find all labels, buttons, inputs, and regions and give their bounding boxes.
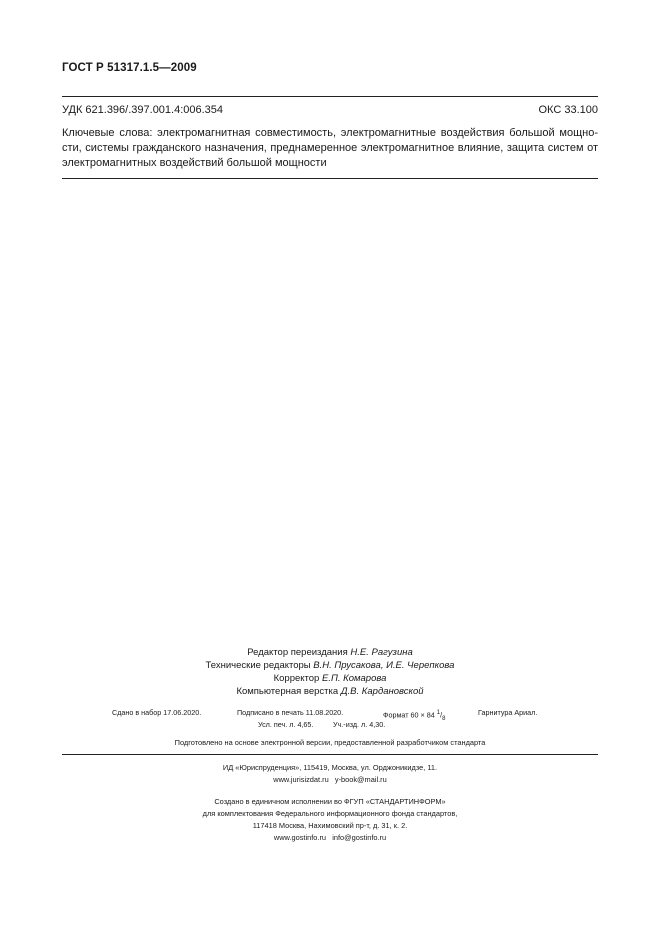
publisher-email[interactable]: y-book@mail.ru (334, 775, 387, 784)
credit-name: Н.Е. Рагузина (350, 647, 413, 658)
credit-role: Корректор (273, 673, 320, 684)
paper-format: Формат 60 × 84 $^1/_8$ (383, 710, 446, 722)
typeface: Гарнитура Ариал. (478, 708, 538, 717)
credit-name: Д.В. Кардановской (340, 686, 424, 697)
top-divider (62, 96, 598, 97)
publisher-block (62, 762, 598, 786)
prepared-note: Подготовлено на основе электронной версии, предоставленной разработчиком стандарта (174, 738, 486, 747)
footer-divider (62, 754, 598, 755)
producer-line: для комплектования Федерального информационного фонда стандартов, (202, 809, 458, 818)
publisher-contacts (62, 774, 598, 786)
credit-name: Е.П. Комарова (321, 673, 387, 684)
credit-role: Технические редакторы (205, 660, 311, 671)
credit-editor (130, 646, 530, 659)
submitted-date: Сдано в набор 17.06.2020. (112, 708, 202, 717)
credit-layout (130, 685, 530, 698)
credit-corrector (130, 672, 530, 685)
print-info (80, 707, 580, 731)
classification-row (62, 104, 598, 116)
producer-email[interactable]: info@gostinfo.ru (332, 833, 387, 842)
publisher-sheets: Уч.-изд. л. 4,30. (333, 720, 386, 729)
publisher-address: ИД «Юриспруденция», 115419, Москва, ул. Орджоникидзе, 11. (222, 763, 438, 772)
producer-address: 117418 Москва, Нахимовский пр-т, д. 31, к. 2. (252, 821, 408, 830)
producer-block (62, 796, 598, 844)
producer-contacts (62, 832, 598, 844)
publisher-website[interactable]: www.jurisizdat.ru (273, 775, 329, 784)
credit-tech-editors (130, 659, 530, 672)
producer-website[interactable]: www.gostinfo.ru (273, 833, 327, 842)
udk-code: УДК 621.396/.397.001.4:006.354 (62, 104, 224, 116)
credit-role: Редактор переиздания (247, 647, 348, 658)
credit-role: Компьютерная верстка (236, 686, 339, 697)
keywords-divider (62, 178, 598, 179)
keywords-paragraph: Ключевые слова: электромагнитная совместимость, электромагнитные воздействия большой мощно-сти, системы гражданского назначения, преднамеренное электромагнитное влияние, защита систем от электромагнитных воздействий большой мощности (62, 127, 598, 169)
producer-line: Создано в единичном исполнении во ФГУП «СТАНДАРТИНФОРМ» (214, 797, 446, 806)
signed-date: Подписано в печать 11.08.2020. (237, 708, 344, 717)
document-id: ГОСТ Р 51317.1.5—2009 (62, 62, 197, 74)
print-sheets: Усл. печ. л. 4,65. (258, 720, 314, 729)
oks-code: ОКС 33.100 (538, 104, 598, 116)
credit-name: В.Н. Прусакова, И.Е. Черепкова (313, 660, 455, 671)
